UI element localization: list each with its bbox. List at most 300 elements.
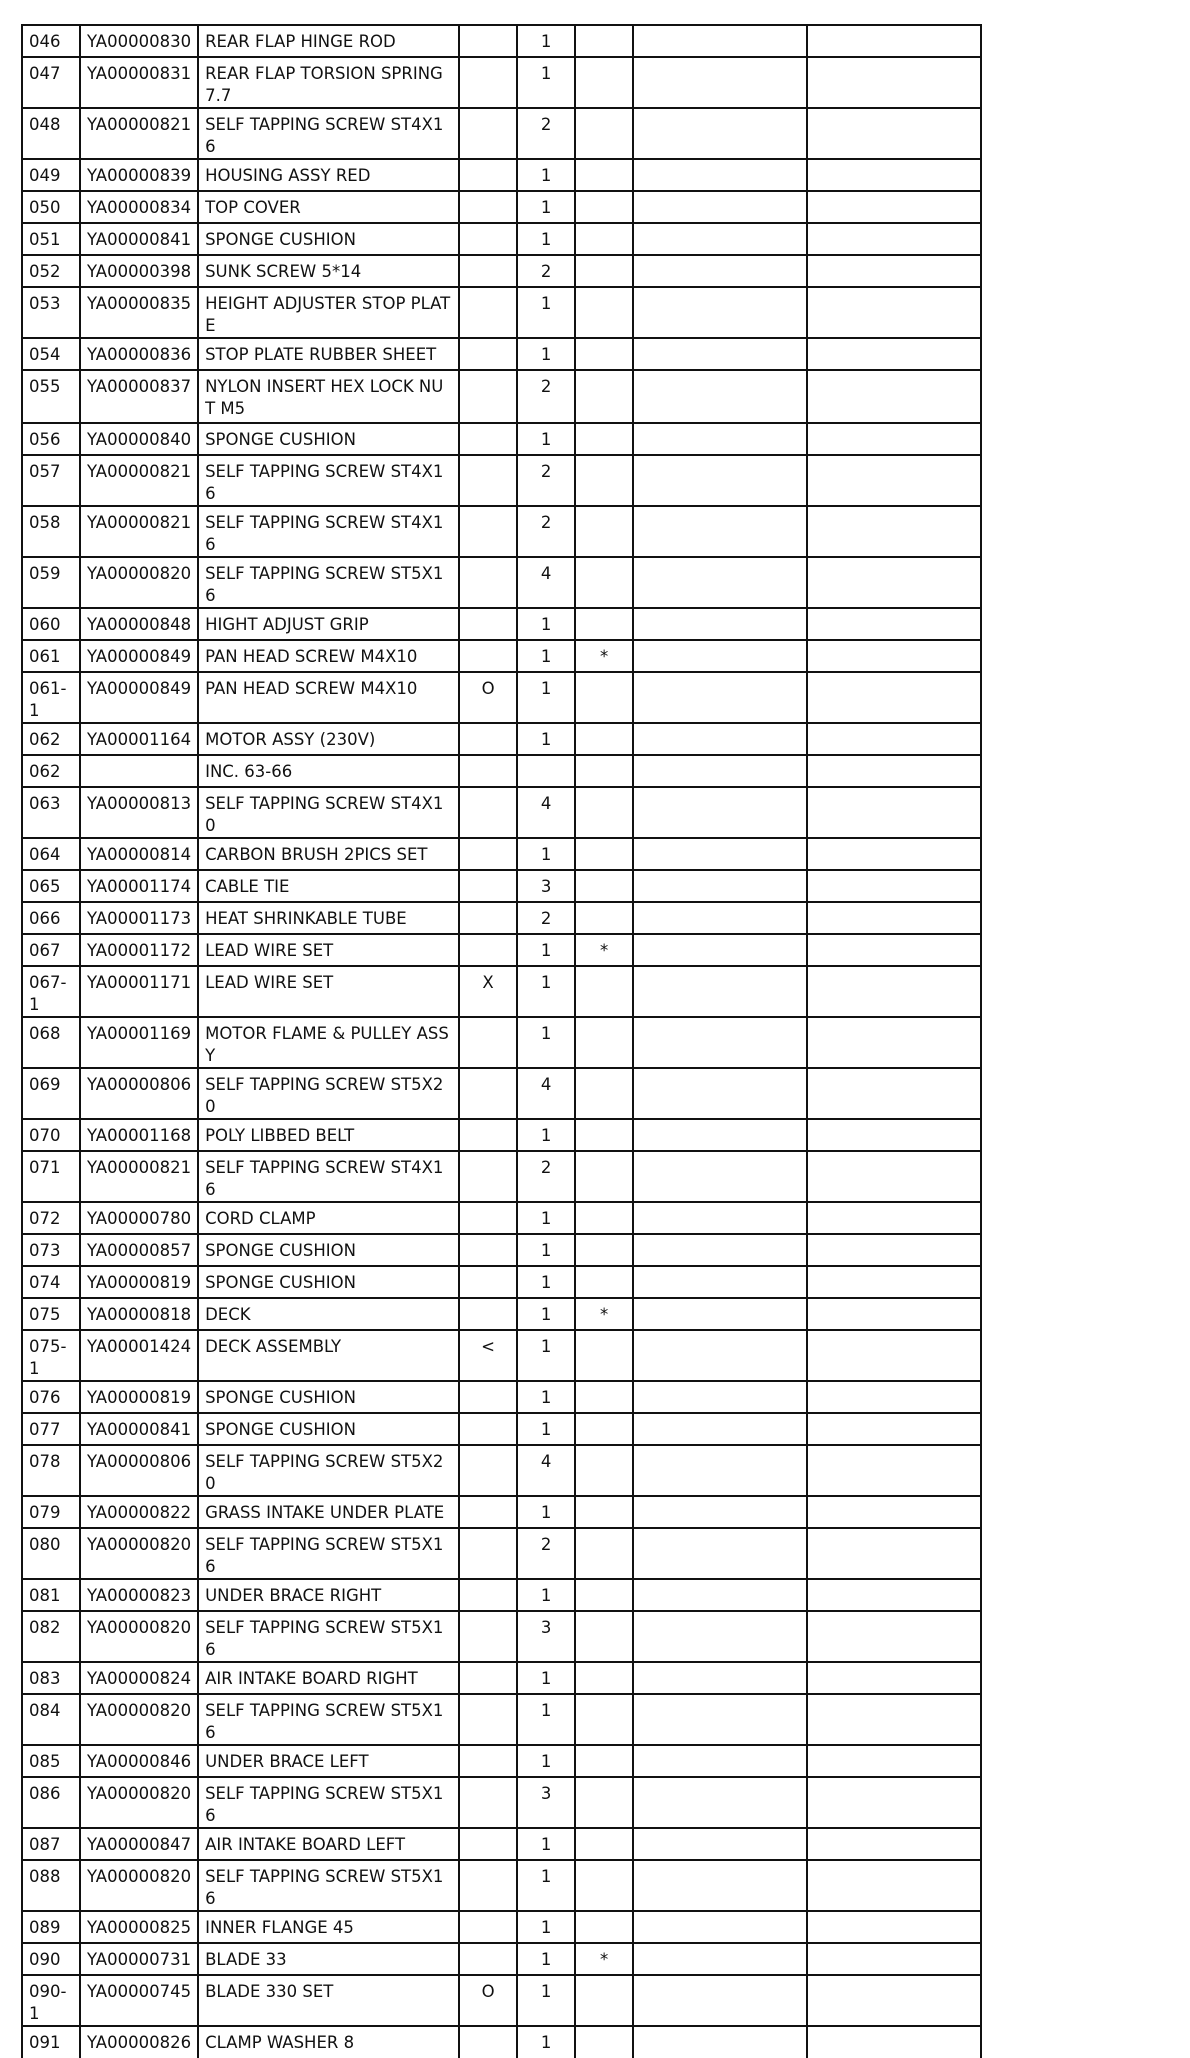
variant-mark-cell xyxy=(459,338,517,370)
asterisk-mark-cell xyxy=(575,787,633,838)
variant-mark-cell xyxy=(459,370,517,423)
blank-cell xyxy=(807,2026,981,2058)
blank-cell xyxy=(807,1151,981,1202)
blank-cell xyxy=(633,870,807,902)
part-description-cell: CABLE TIE xyxy=(198,870,459,902)
part-number-cell: 057 xyxy=(22,455,80,506)
part-number-cell: 056 xyxy=(22,423,80,455)
asterisk-mark-cell xyxy=(575,1266,633,1298)
part-description-cell: LEAD WIRE SET xyxy=(198,966,459,1017)
variant-mark-cell xyxy=(459,838,517,870)
blank-cell xyxy=(807,255,981,287)
asterisk-mark-cell xyxy=(575,1202,633,1234)
blank-cell xyxy=(633,370,807,423)
part-number-cell: 067 xyxy=(22,934,80,966)
variant-mark-cell: O xyxy=(459,672,517,723)
blank-cell xyxy=(807,25,981,57)
part-code-cell: YA00000848 xyxy=(80,608,198,640)
part-number-cell: 065 xyxy=(22,870,80,902)
blank-cell xyxy=(633,1202,807,1234)
blank-cell xyxy=(807,1579,981,1611)
quantity-cell: 1 xyxy=(517,934,575,966)
blank-cell xyxy=(633,1662,807,1694)
quantity-cell: 1 xyxy=(517,2026,575,2058)
part-number-cell: 074 xyxy=(22,1266,80,1298)
quantity-cell: 1 xyxy=(517,338,575,370)
table-row xyxy=(22,902,981,934)
blank-cell xyxy=(633,1528,807,1579)
variant-mark-cell xyxy=(459,1579,517,1611)
asterisk-mark-cell xyxy=(575,1611,633,1662)
quantity-cell: 1 xyxy=(517,1975,575,2026)
blank-cell xyxy=(633,1611,807,1662)
blank-cell xyxy=(807,159,981,191)
asterisk-mark-cell xyxy=(575,370,633,423)
asterisk-mark-cell xyxy=(575,1528,633,1579)
part-number-cell: 078 xyxy=(22,1445,80,1496)
blank-cell xyxy=(807,1777,981,1828)
variant-mark-cell xyxy=(459,787,517,838)
part-code-cell: YA00001169 xyxy=(80,1017,198,1068)
table-row xyxy=(22,1413,981,1445)
part-description-cell: INNER FLANGE 45 xyxy=(198,1911,459,1943)
variant-mark-cell xyxy=(459,25,517,57)
blank-cell xyxy=(807,1445,981,1496)
part-description-cell: SELF TAPPING SCREW ST4X16 xyxy=(198,1151,459,1202)
table-row xyxy=(22,255,981,287)
blank-cell xyxy=(807,1496,981,1528)
table-row xyxy=(22,370,981,423)
asterisk-mark-cell xyxy=(575,1234,633,1266)
blank-cell xyxy=(633,1151,807,1202)
variant-mark-cell xyxy=(459,1496,517,1528)
variant-mark-cell xyxy=(459,2026,517,2058)
blank-cell xyxy=(633,1694,807,1745)
variant-mark-cell xyxy=(459,191,517,223)
variant-mark-cell xyxy=(459,423,517,455)
blank-cell xyxy=(807,1330,981,1381)
quantity-cell: 2 xyxy=(517,1528,575,1579)
part-code-cell: YA00000731 xyxy=(80,1943,198,1975)
variant-mark-cell xyxy=(459,1119,517,1151)
part-code-cell: YA00000821 xyxy=(80,506,198,557)
blank-cell xyxy=(633,1975,807,2026)
blank-cell xyxy=(633,1119,807,1151)
asterisk-mark-cell xyxy=(575,25,633,57)
part-code-cell: YA00000814 xyxy=(80,838,198,870)
table-row xyxy=(22,1119,981,1151)
table-row xyxy=(22,1017,981,1068)
part-number-cell: 073 xyxy=(22,1234,80,1266)
quantity-cell: 1 xyxy=(517,1496,575,1528)
asterisk-mark-cell xyxy=(575,1860,633,1911)
variant-mark-cell xyxy=(459,1151,517,1202)
quantity-cell: 2 xyxy=(517,255,575,287)
part-code-cell: YA00000820 xyxy=(80,1777,198,1828)
blank-cell xyxy=(807,557,981,608)
asterisk-mark-cell xyxy=(575,1017,633,1068)
part-code-cell: YA00000847 xyxy=(80,1828,198,1860)
part-number-cell: 054 xyxy=(22,338,80,370)
part-code-cell: YA00000398 xyxy=(80,255,198,287)
quantity-cell: 1 xyxy=(517,1860,575,1911)
part-number-cell: 052 xyxy=(22,255,80,287)
table-row xyxy=(22,1151,981,1202)
quantity-cell: 4 xyxy=(517,787,575,838)
table-row xyxy=(22,1694,981,1745)
table-row xyxy=(22,1579,981,1611)
quantity-cell: 4 xyxy=(517,557,575,608)
variant-mark-cell xyxy=(459,1413,517,1445)
part-description-cell: SELF TAPPING SCREW ST5X20 xyxy=(198,1445,459,1496)
quantity-cell: 1 xyxy=(517,1579,575,1611)
part-number-cell: 087 xyxy=(22,1828,80,1860)
part-code-cell: YA00000813 xyxy=(80,787,198,838)
part-description-cell: SPONGE CUSHION xyxy=(198,1266,459,1298)
table-row xyxy=(22,934,981,966)
quantity-cell: 1 xyxy=(517,1911,575,1943)
table-row xyxy=(22,1266,981,1298)
table-row xyxy=(22,557,981,608)
blank-cell xyxy=(807,640,981,672)
asterisk-mark-cell xyxy=(575,1911,633,1943)
part-description-cell: UNDER BRACE RIGHT xyxy=(198,1579,459,1611)
variant-mark-cell xyxy=(459,1234,517,1266)
quantity-cell: 1 xyxy=(517,1662,575,1694)
part-description-cell: SELF TAPPING SCREW ST5X16 xyxy=(198,557,459,608)
part-description-cell: HEAT SHRINKABLE TUBE xyxy=(198,902,459,934)
quantity-cell: 1 xyxy=(517,1298,575,1330)
part-number-cell: 069 xyxy=(22,1068,80,1119)
asterisk-mark-cell: * xyxy=(575,934,633,966)
part-code-cell: YA00000835 xyxy=(80,287,198,338)
table-row xyxy=(22,1777,981,1828)
asterisk-mark-cell xyxy=(575,423,633,455)
part-description-cell: REAR FLAP TORSION SPRING 7.7 xyxy=(198,57,459,108)
blank-cell xyxy=(807,1662,981,1694)
quantity-cell: 1 xyxy=(517,191,575,223)
blank-cell xyxy=(807,966,981,1017)
part-code-cell: YA00000826 xyxy=(80,2026,198,2058)
part-code-cell: YA00000824 xyxy=(80,1662,198,1694)
part-number-cell: 066 xyxy=(22,902,80,934)
table-row xyxy=(22,1068,981,1119)
table-row xyxy=(22,723,981,755)
quantity-cell: 2 xyxy=(517,902,575,934)
part-description-cell: CARBON BRUSH 2PICS SET xyxy=(198,838,459,870)
part-description-cell: AIR INTAKE BOARD LEFT xyxy=(198,1828,459,1860)
part-code-cell: YA00000819 xyxy=(80,1266,198,1298)
part-number-cell: 049 xyxy=(22,159,80,191)
blank-cell xyxy=(633,1068,807,1119)
part-code-cell: YA00000820 xyxy=(80,1611,198,1662)
variant-mark-cell xyxy=(459,1017,517,1068)
blank-cell xyxy=(633,1777,807,1828)
part-code-cell: YA00000821 xyxy=(80,1151,198,1202)
variant-mark-cell xyxy=(459,1860,517,1911)
asterisk-mark-cell xyxy=(575,1828,633,1860)
part-description-cell: SPONGE CUSHION xyxy=(198,1413,459,1445)
blank-cell xyxy=(633,1860,807,1911)
blank-cell xyxy=(633,557,807,608)
part-description-cell: CLAMP WASHER 8 xyxy=(198,2026,459,2058)
blank-cell xyxy=(807,1611,981,1662)
asterisk-mark-cell: * xyxy=(575,1943,633,1975)
table-row xyxy=(22,2026,981,2058)
asterisk-mark-cell xyxy=(575,1151,633,1202)
variant-mark-cell xyxy=(459,506,517,557)
part-description-cell: SELF TAPPING SCREW ST5X16 xyxy=(198,1777,459,1828)
table-row xyxy=(22,1381,981,1413)
blank-cell xyxy=(807,1943,981,1975)
quantity-cell: 1 xyxy=(517,159,575,191)
blank-cell xyxy=(807,1298,981,1330)
asterisk-mark-cell xyxy=(575,255,633,287)
quantity-cell: 1 xyxy=(517,1381,575,1413)
part-number-cell: 089 xyxy=(22,1911,80,1943)
part-number-cell: 070 xyxy=(22,1119,80,1151)
quantity-cell: 3 xyxy=(517,1777,575,1828)
blank-cell xyxy=(633,1496,807,1528)
variant-mark-cell xyxy=(459,1662,517,1694)
variant-mark-cell xyxy=(459,1745,517,1777)
quantity-cell: 2 xyxy=(517,506,575,557)
blank-cell xyxy=(633,787,807,838)
quantity-cell: 2 xyxy=(517,1151,575,1202)
asterisk-mark-cell xyxy=(575,1975,633,2026)
part-description-cell: REAR FLAP HINGE ROD xyxy=(198,25,459,57)
part-description-cell: HOUSING ASSY RED xyxy=(198,159,459,191)
part-code-cell: YA00000857 xyxy=(80,1234,198,1266)
blank-cell xyxy=(807,1202,981,1234)
part-number-cell: 060 xyxy=(22,608,80,640)
quantity-cell: 1 xyxy=(517,1017,575,1068)
part-code-cell: YA00000819 xyxy=(80,1381,198,1413)
quantity-cell: 2 xyxy=(517,370,575,423)
blank-cell xyxy=(633,934,807,966)
part-code-cell: YA00000806 xyxy=(80,1445,198,1496)
blank-cell xyxy=(807,338,981,370)
table-row xyxy=(22,506,981,557)
blank-cell xyxy=(807,1413,981,1445)
blank-cell xyxy=(633,506,807,557)
quantity-cell: 4 xyxy=(517,1068,575,1119)
part-number-cell: 071 xyxy=(22,1151,80,1202)
asterisk-mark-cell: * xyxy=(575,640,633,672)
asterisk-mark-cell xyxy=(575,870,633,902)
blank-cell xyxy=(807,506,981,557)
part-description-cell: SPONGE CUSHION xyxy=(198,1234,459,1266)
asterisk-mark-cell xyxy=(575,287,633,338)
blank-cell xyxy=(633,966,807,1017)
table-row xyxy=(22,838,981,870)
part-number-cell: 075 xyxy=(22,1298,80,1330)
blank-cell xyxy=(807,870,981,902)
blank-cell xyxy=(807,1234,981,1266)
part-code-cell: YA00000823 xyxy=(80,1579,198,1611)
part-description-cell: SPONGE CUSHION xyxy=(198,223,459,255)
table-row xyxy=(22,57,981,108)
table-row xyxy=(22,1975,981,2026)
part-code-cell: YA00000839 xyxy=(80,159,198,191)
table-row xyxy=(22,159,981,191)
variant-mark-cell xyxy=(459,223,517,255)
part-code-cell: YA00000849 xyxy=(80,672,198,723)
part-code-cell xyxy=(80,755,198,787)
blank-cell xyxy=(633,1234,807,1266)
part-code-cell: YA00001171 xyxy=(80,966,198,1017)
blank-cell xyxy=(633,223,807,255)
part-number-cell: 086 xyxy=(22,1777,80,1828)
part-code-cell: YA00000822 xyxy=(80,1496,198,1528)
blank-cell xyxy=(807,1119,981,1151)
variant-mark-cell xyxy=(459,723,517,755)
asterisk-mark-cell xyxy=(575,1381,633,1413)
part-code-cell: YA00000849 xyxy=(80,640,198,672)
blank-cell xyxy=(807,1828,981,1860)
blank-cell xyxy=(807,108,981,159)
variant-mark-cell xyxy=(459,1445,517,1496)
part-description-cell: SELF TAPPING SCREW ST5X16 xyxy=(198,1694,459,1745)
table-row xyxy=(22,1234,981,1266)
blank-cell xyxy=(807,787,981,838)
blank-cell xyxy=(807,1694,981,1745)
quantity-cell: 1 xyxy=(517,1828,575,1860)
part-code-cell: YA00000830 xyxy=(80,25,198,57)
table-row xyxy=(22,191,981,223)
part-description-cell: LEAD WIRE SET xyxy=(198,934,459,966)
table-row xyxy=(22,966,981,1017)
quantity-cell: 1 xyxy=(517,25,575,57)
asterisk-mark-cell xyxy=(575,223,633,255)
asterisk-mark-cell xyxy=(575,608,633,640)
asterisk-mark-cell xyxy=(575,1579,633,1611)
asterisk-mark-cell xyxy=(575,338,633,370)
asterisk-mark-cell xyxy=(575,455,633,506)
quantity-cell: 1 xyxy=(517,223,575,255)
part-number-cell: 079 xyxy=(22,1496,80,1528)
part-code-cell: YA00000820 xyxy=(80,1860,198,1911)
part-number-cell: 090 xyxy=(22,1943,80,1975)
table-row xyxy=(22,1943,981,1975)
part-number-cell: 084 xyxy=(22,1694,80,1745)
parts-table xyxy=(21,24,982,2058)
blank-cell xyxy=(633,1943,807,1975)
variant-mark-cell: O xyxy=(459,1975,517,2026)
variant-mark-cell xyxy=(459,1694,517,1745)
variant-mark-cell xyxy=(459,1202,517,1234)
asterisk-mark-cell xyxy=(575,723,633,755)
part-description-cell: PAN HEAD SCREW M4X10 xyxy=(198,640,459,672)
part-number-cell: 046 xyxy=(22,25,80,57)
part-number-cell: 055 xyxy=(22,370,80,423)
part-code-cell: YA00001168 xyxy=(80,1119,198,1151)
part-number-cell: 076 xyxy=(22,1381,80,1413)
variant-mark-cell xyxy=(459,108,517,159)
blank-cell xyxy=(633,640,807,672)
part-number-cell: 067-1 xyxy=(22,966,80,1017)
part-code-cell: YA00000825 xyxy=(80,1911,198,1943)
part-description-cell: SUNK SCREW 5*14 xyxy=(198,255,459,287)
variant-mark-cell xyxy=(459,870,517,902)
blank-cell xyxy=(633,1017,807,1068)
asterisk-mark-cell xyxy=(575,1330,633,1381)
table-row xyxy=(22,1496,981,1528)
blank-cell xyxy=(633,25,807,57)
part-number-cell: 090-1 xyxy=(22,1975,80,2026)
blank-cell xyxy=(807,57,981,108)
quantity-cell: 1 xyxy=(517,1413,575,1445)
variant-mark-cell xyxy=(459,902,517,934)
part-description-cell: GRASS INTAKE UNDER PLATE xyxy=(198,1496,459,1528)
part-code-cell: YA00000820 xyxy=(80,557,198,608)
blank-cell xyxy=(633,57,807,108)
blank-cell xyxy=(633,723,807,755)
blank-cell xyxy=(633,672,807,723)
part-code-cell: YA00001164 xyxy=(80,723,198,755)
part-description-cell: SPONGE CUSHION xyxy=(198,1381,459,1413)
table-row xyxy=(22,640,981,672)
quantity-cell: 1 xyxy=(517,838,575,870)
blank-cell xyxy=(807,1381,981,1413)
blank-cell xyxy=(807,1975,981,2026)
part-description-cell: SELF TAPPING SCREW ST5X20 xyxy=(198,1068,459,1119)
variant-mark-cell: < xyxy=(459,1330,517,1381)
table-row xyxy=(22,1298,981,1330)
part-description-cell: DECK ASSEMBLY xyxy=(198,1330,459,1381)
part-code-cell: YA00000836 xyxy=(80,338,198,370)
blank-cell xyxy=(633,1330,807,1381)
asterisk-mark-cell xyxy=(575,1745,633,1777)
part-number-cell: 072 xyxy=(22,1202,80,1234)
table-row xyxy=(22,1445,981,1496)
table-row xyxy=(22,672,981,723)
asterisk-mark-cell xyxy=(575,506,633,557)
blank-cell xyxy=(807,455,981,506)
blank-cell xyxy=(807,1266,981,1298)
part-code-cell: YA00000840 xyxy=(80,423,198,455)
part-number-cell: 068 xyxy=(22,1017,80,1068)
part-description-cell: TOP COVER xyxy=(198,191,459,223)
variant-mark-cell: X xyxy=(459,966,517,1017)
variant-mark-cell xyxy=(459,934,517,966)
part-number-cell: 047 xyxy=(22,57,80,108)
part-description-cell: BLADE 33 xyxy=(198,1943,459,1975)
part-description-cell: SELF TAPPING SCREW ST4X16 xyxy=(198,455,459,506)
variant-mark-cell xyxy=(459,159,517,191)
quantity-cell: 1 xyxy=(517,1266,575,1298)
part-code-cell: YA00000780 xyxy=(80,1202,198,1234)
part-number-cell: 050 xyxy=(22,191,80,223)
blank-cell xyxy=(807,672,981,723)
part-description-cell: PAN HEAD SCREW M4X10 xyxy=(198,672,459,723)
quantity-cell: 1 xyxy=(517,966,575,1017)
quantity-cell: 1 xyxy=(517,423,575,455)
quantity-cell: 1 xyxy=(517,57,575,108)
variant-mark-cell xyxy=(459,1528,517,1579)
blank-cell xyxy=(807,423,981,455)
quantity-cell: 1 xyxy=(517,1119,575,1151)
variant-mark-cell xyxy=(459,1068,517,1119)
part-description-cell: SELF TAPPING SCREW ST4X16 xyxy=(198,108,459,159)
blank-cell xyxy=(633,2026,807,2058)
table-row xyxy=(22,1860,981,1911)
table-row xyxy=(22,1911,981,1943)
quantity-cell: 1 xyxy=(517,1330,575,1381)
quantity-cell: 1 xyxy=(517,1943,575,1975)
part-description-cell: SPONGE CUSHION xyxy=(198,423,459,455)
blank-cell xyxy=(807,1068,981,1119)
